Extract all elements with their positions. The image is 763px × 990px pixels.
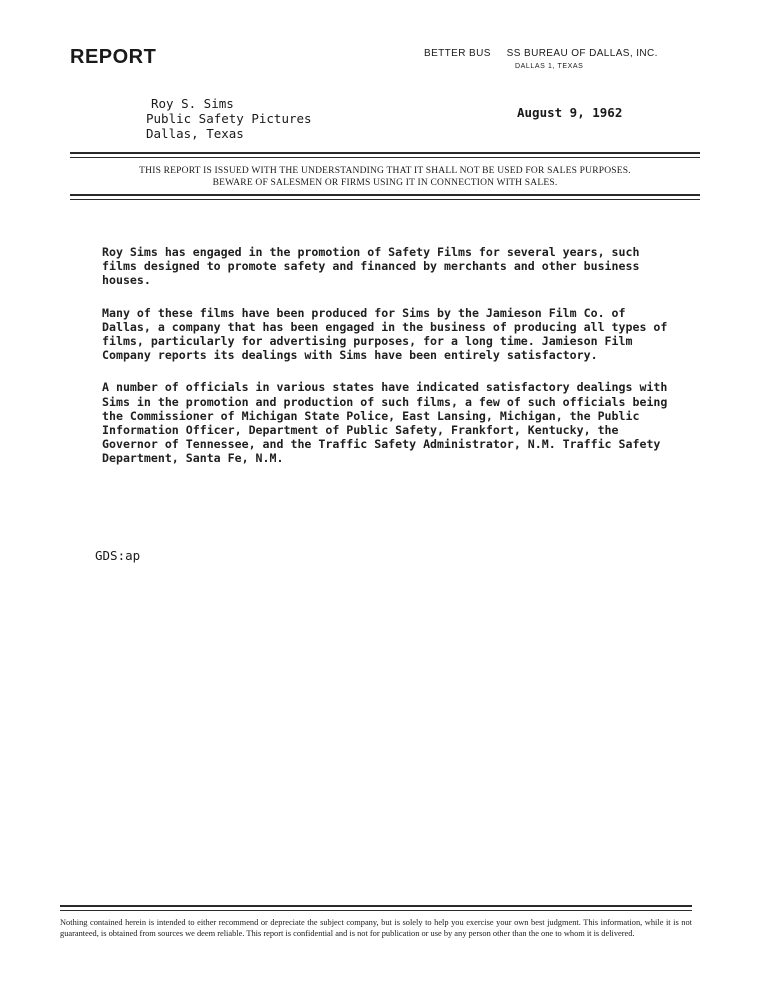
typist-initials: GDS:ap [95, 548, 141, 563]
bureau-city: DALLAS 1, TEXAS [515, 63, 584, 70]
subject-name: Roy S. Sims [151, 96, 234, 111]
subject-address-block [146, 96, 312, 141]
divider-rule [70, 194, 700, 196]
subject-company: Public Safety Pictures [146, 111, 312, 126]
disclaimer-line: THIS REPORT IS ISSUED WITH THE UNDERSTANDING THAT IT SHALL NOT BE USED FOR SALES PURPOSES. [139, 166, 631, 176]
divider-rule [70, 157, 700, 158]
disclaimer-line: BEWARE OF SALESMEN OR FIRMS USING IT IN CONNECTION WITH SALES. [212, 178, 558, 188]
report-title: REPORT [70, 46, 157, 68]
report-body [102, 245, 672, 484]
body-paragraph: Many of these films have been produced for Sims by the Jamieson Film Co. of Dallas, a company that has been engaged in the business of producing all types of films, particularly for advertising purposes, for a long time. Jamieson Film Company reports its dealings with Sims have been entirely satisfactory. [102, 305, 668, 363]
subject-city: Dallas, Texas [146, 126, 244, 141]
bureau-name: BETTER BUS SS BUREAU OF DALLAS, INC. [424, 48, 658, 59]
report-date: August 9, 1962 [517, 105, 623, 120]
divider-rule [70, 199, 700, 200]
divider-rule [60, 910, 692, 911]
body-paragraph: Roy Sims has engaged in the promotion of Safety Films for several years, such films designed to promote safety and financed by merchants and other business houses. [102, 245, 640, 288]
divider-rule [60, 905, 692, 907]
confidentiality-footer: Nothing contained herein is intended to either recommend or depreciate the subject company, but is solely to help you exercise your own best judgment. This information, while it is not guaranteed, is obtained from sources we deem reliable. This report is confidential and is not for publication or use by any person other than the one to whom it is delivered. [60, 918, 692, 938]
sales-disclaimer [70, 165, 700, 189]
body-paragraph: A number of officials in various states have indicated satisfactory dealings with Sims in the promotion and production of such films, a few of such officials being the Commissioner of Michigan State Police, East Lansing, Michigan, the Public Information Officer, Department of Public Safety, Frankfort, Kentucky, the Governor of Tennessee, and the Traffic Safety Administrator, N.M. Traffic Safety Department, Santa Fe, N.M. [102, 380, 668, 466]
divider-rule [70, 152, 700, 154]
